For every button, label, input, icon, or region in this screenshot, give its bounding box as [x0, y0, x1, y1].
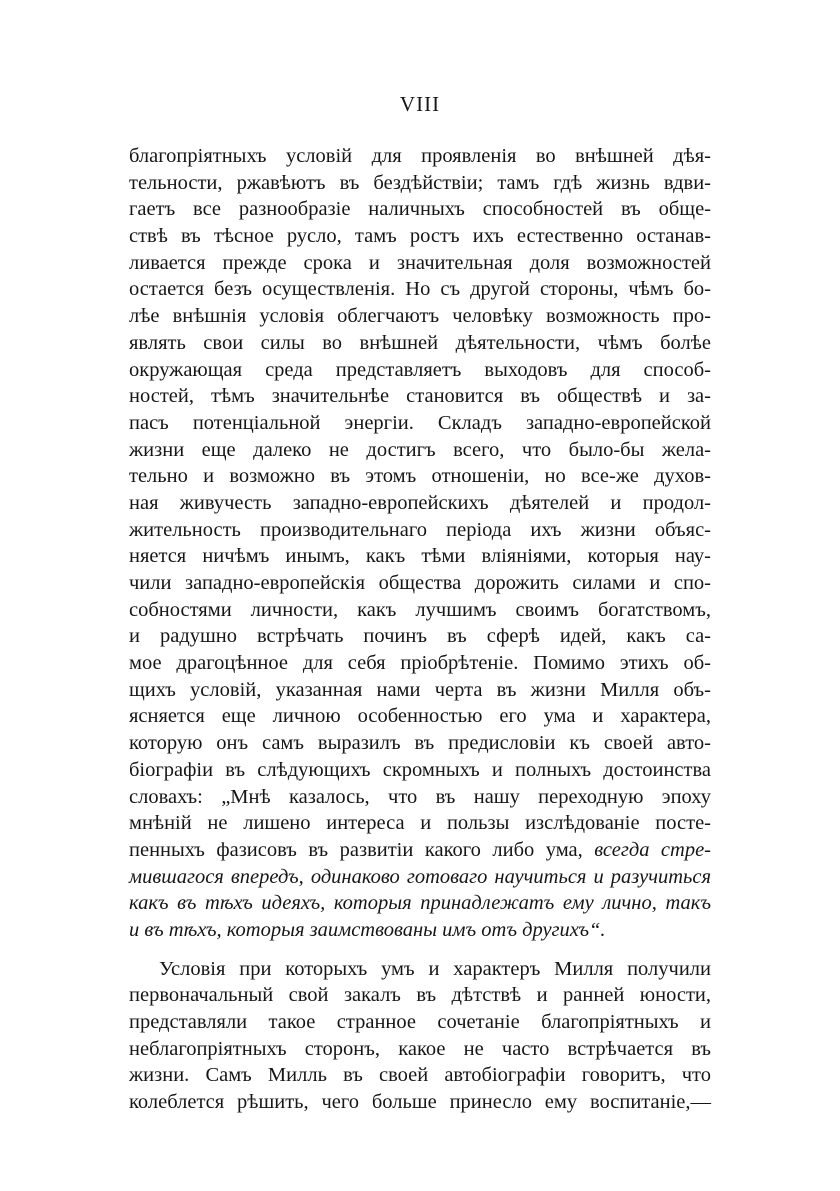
text-line: тельно и возможно въ этомъ отношеніи, но все-же духов- — [129, 465, 711, 488]
text-line: ностей, тѣмъ значительнѣе становится въ обществѣ и за- — [129, 385, 711, 408]
text-line: окружающая среда представляетъ выходовъ для способ- — [129, 358, 711, 381]
page-number: VIII — [399, 92, 441, 116]
text-line: біографіи въ слѣдующихъ скромныхъ и полныхъ достоинства — [129, 758, 711, 781]
text-line: которую онъ самъ выразилъ въ предисловіи къ своей авто- — [129, 732, 711, 755]
text-line: чили западно-европейскія общества дорожить силами и спо- — [129, 572, 711, 594]
text-line: остается безъ осуществленія. Но съ другой стороны, чѣмъ бо- — [129, 278, 711, 301]
paragraph-first-line: Условія при которыхъ умъ и характеръ Милля получили — [159, 957, 711, 980]
text-line-roman-part: пенныхъ фазисовъ въ развитіи какого либо ума, — [129, 838, 583, 861]
text-line: лѣе внѣшнія условія облегчаютъ человѣку возможность про- — [129, 305, 711, 328]
text-line: пасъ потенціальной энергіи. Складъ западно-европейской — [129, 411, 711, 434]
text-line: представляли такое странное сочетаніе благопріятныхъ и — [129, 1011, 711, 1033]
text-line: тельности, ржавѣютъ въ бездѣйствіи; тамъ гдѣ жизнь вдви- — [129, 171, 711, 194]
text-line: колеблется рѣшить, чего больше принесло ему воспитаніе,— — [129, 1091, 711, 1114]
text-line: ная живучесть западно-европейскихъ дѣятелей и продол- — [129, 491, 711, 514]
text-line-italic-part: всегда стре- — [594, 838, 711, 861]
text-line: мнѣній не лишено интереса и пользы изслѣдованіе посте- — [129, 812, 711, 835]
text-line: первоначальный свой закалъ въ дѣтствѣ и ранней юности, — [129, 984, 711, 1007]
text-line: няется ничѣмъ инымъ, какъ тѣми вліяніями, которыя нау- — [129, 545, 711, 568]
italic-quote-line: мившагося впередъ, одинаково готоваго научиться и разучиться — [129, 865, 711, 888]
text-line: гаетъ все разнообразіе наличныхъ способностей въ обще- — [129, 198, 711, 221]
text-line: ствѣ въ тѣсное русло, тамъ ростъ ихъ естественно останав- — [129, 225, 711, 248]
text-line: жизни. Самъ Милль въ своей автобіографіи говоритъ, что — [129, 1064, 711, 1087]
text-line: мое драгоцѣнное для себя пріобрѣтеніе. Помимо этихъ об- — [129, 652, 711, 675]
text-line: словахъ: „Мнѣ казалось, что въ нашу переходную эпоху — [129, 785, 711, 808]
text-line: щихъ условій, указанная нами черта въ жизни Милля объ- — [129, 678, 711, 701]
italic-quote-line: и въ тѣхъ, которыя заимствованы имъ отъ другихъ“. — [129, 918, 606, 941]
text-line: ливается прежде срока и значительная доля возможностей — [129, 251, 711, 274]
italic-quote-line: какъ въ тѣхъ идеяхъ, которыя принадлежатъ ему лично, такъ — [129, 892, 711, 915]
text-line: собностями личности, какъ лучшимъ своимъ богатствомъ, — [129, 598, 711, 621]
text-line: жизни еще далеко не достигъ всего, что было-бы жела- — [129, 438, 711, 461]
body-text — [129, 143, 711, 1116]
text-line: неблагопріятныхъ сторонъ, какое не часто встрѣчается въ — [129, 1037, 711, 1060]
text-line: и радушно встрѣчать починъ въ сферѣ идей, какъ са- — [129, 625, 711, 648]
text-line: ясняется еще личною особенностью его ума и характера, — [129, 705, 711, 728]
text-line: жительность производительнаго періода ихъ жизни объяс- — [129, 518, 711, 541]
text-line-mixed — [129, 837, 711, 864]
text-line: благопріятныхъ условій для проявленія во внѣшней дѣя- — [129, 145, 711, 167]
text-line: являть свои силы во внѣшней дѣятельности, чѣмъ болѣе — [129, 331, 711, 354]
